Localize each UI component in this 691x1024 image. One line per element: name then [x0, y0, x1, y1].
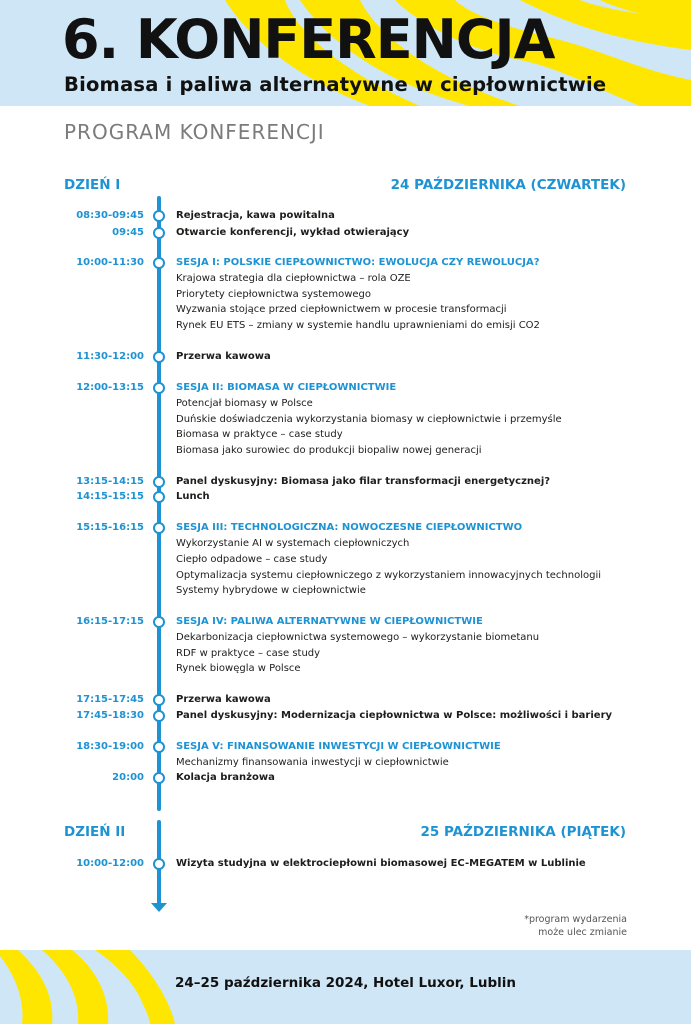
time-study-visit: 10:00-12:00 [76, 858, 144, 869]
event-study-visit: Wizyta studyjna w elektrociepłowni biomasowej EC-MEGATEM w Lublinie [176, 858, 586, 869]
timeline-dot [153, 382, 165, 394]
time-registration: 08:30-09:45 [76, 210, 144, 221]
session1-title: SESJA I: POLSKIE CIEPŁOWNICTWO: EWOLUCJA CZY REWOLUCJA? [176, 257, 540, 268]
session5-title: SESJA V: FINANSOWANIE INWESTYCJI W CIEPŁOWNICTWIE [176, 741, 501, 752]
timeline-dot [153, 227, 165, 239]
session3-title: SESJA III: TECHNOLOGICZNA: NOWOCZESNE CIEPŁOWNICTWO [176, 522, 523, 533]
note-line: *program wydarzenia [524, 914, 627, 925]
program-heading: PROGRAM KONFERENCJI [64, 120, 325, 144]
time-panel-1: 13:15-14:15 [76, 476, 144, 487]
time-session4: 16:15-17:15 [76, 616, 144, 627]
session1-topic: Wyzwania stojące przed ciepłownictwem w procesie transformacji [176, 304, 507, 315]
header-banner [0, 0, 691, 106]
time-lunch: 14:15-15:15 [76, 491, 144, 502]
footer-banner [0, 950, 691, 1024]
timeline-dot [153, 710, 165, 722]
program-change-note [524, 913, 627, 939]
session2-topic: Duńskie doświadczenia wykorzystania biomasy w ciepłownictwie i przemyśle [176, 414, 562, 425]
time-coffee-break-2: 17:15-17:45 [76, 694, 144, 705]
event-registration: Rejestracja, kawa powitalna [176, 210, 335, 221]
timeline-dot [153, 858, 165, 870]
time-coffee-break-1: 11:30-12:00 [76, 351, 144, 362]
session2-topic: Biomasa jako surowiec do produkcji biopaliw nowej generacji [176, 445, 482, 456]
time-opening: 09:45 [112, 227, 144, 238]
session3-topic: Ciepło odpadowe – case study [176, 554, 328, 565]
conference-subtitle: Biomasa i paliwa alternatywne w ciepłownictwie [64, 73, 607, 96]
arrow-down-icon [151, 903, 167, 912]
session3-topic: Systemy hybrydowe w ciepłownictwie [176, 585, 366, 596]
day1-date: 24 PAŹDZIERNIKA (CZWARTEK) [390, 177, 626, 193]
day2-date: 25 PAŹDZIERNIKA (PIĄTEK) [420, 824, 626, 840]
event-opening: Otwarcie konferencji, wykład otwierający [176, 227, 410, 238]
session4-topic: Dekarbonizacja ciepłownictwa systemowego – wykorzystanie biometanu [176, 632, 540, 643]
timeline-dot [153, 694, 165, 706]
session4-title: SESJA IV: PALIWA ALTERNATYWNE W CIEPŁOWNICTWIE [176, 616, 483, 627]
timeline-dot [153, 351, 165, 363]
footer-date-venue: 24–25 października 2024, Hotel Luxor, Lublin [175, 975, 516, 991]
session2-title: SESJA II: BIOMASA W CIEPŁOWNICTWIE [176, 382, 397, 393]
conference-title: 6. KONFERENCJA [62, 8, 555, 71]
event-panel-2: Panel dyskusyjny: Modernizacja ciepłownictwa w Polsce: możliwości i bariery [176, 710, 613, 721]
time-session3: 15:15-16:15 [76, 522, 144, 533]
timeline-dot [153, 616, 165, 628]
time-session5: 18:30-19:00 [76, 741, 144, 752]
note-line: może ulec zmianie [538, 927, 627, 938]
event-panel-1: Panel dyskusyjny: Biomasa jako filar transformacji energetycznej? [176, 476, 551, 487]
timeline-dot [153, 741, 165, 753]
timeline-dot [153, 491, 165, 503]
timeline-dot [153, 210, 165, 222]
session5-topic: Mechanizmy finansowania inwestycji w ciepłownictwie [176, 757, 449, 768]
session1-topic: Rynek EU ETS – zmiany w systemie handlu uprawnieniami do emisji CO2 [176, 320, 540, 331]
event-dinner: Kolacja branżowa [176, 772, 275, 783]
timeline-dot [153, 476, 165, 488]
event-coffee-break-1: Przerwa kawowa [176, 351, 271, 362]
timeline-dot [153, 772, 165, 784]
day2-label: DZIEŃ II [64, 824, 126, 840]
timeline-dot [153, 257, 165, 269]
event-lunch: Lunch [176, 491, 210, 502]
time-session2: 12:00-13:15 [76, 382, 144, 393]
session4-topic: RDF w praktyce – case study [176, 648, 321, 659]
session4-topic: Rynek biowęgla w Polsce [176, 663, 301, 674]
session1-topic: Krajowa strategia dla ciepłownictwa – rola OZE [176, 273, 411, 284]
session2-topic: Potencjał biomasy w Polsce [176, 398, 313, 409]
session3-topic: Wykorzystanie AI w systemach ciepłowniczych [176, 538, 410, 549]
event-coffee-break-2: Przerwa kawowa [176, 694, 271, 705]
session3-topic: Optymalizacja systemu ciepłowniczego z wykorzystaniem innowacyjnych technologii [176, 570, 601, 581]
day1-label: DZIEŃ I [64, 177, 121, 193]
session1-topic: Priorytety ciepłownictwa systemowego [176, 289, 371, 300]
timeline-dot [153, 522, 165, 534]
time-panel-2: 17:45-18:30 [76, 710, 144, 721]
time-session1: 10:00-11:30 [76, 257, 144, 268]
time-dinner: 20:00 [112, 772, 144, 783]
session2-topic: Biomasa w praktyce – case study [176, 429, 343, 440]
